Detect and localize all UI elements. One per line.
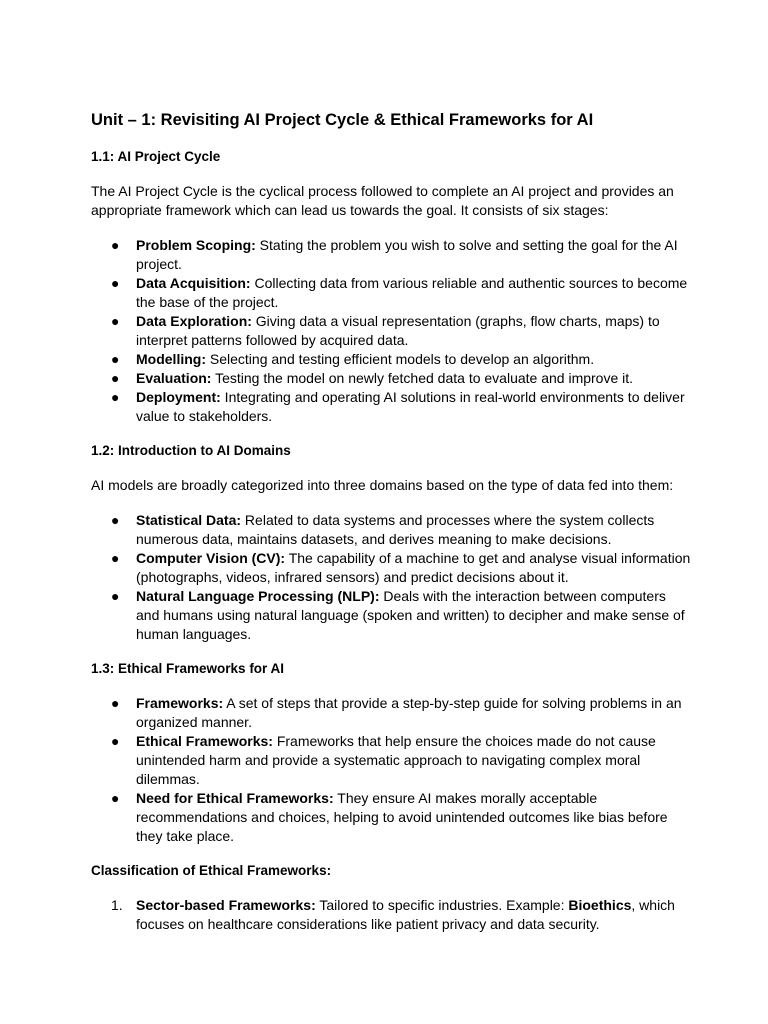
bullet-icon: ● — [111, 695, 120, 711]
list-item-text: Testing the model on newly fetched data to evaluate and improve it. — [211, 370, 634, 386]
document-content — [91, 110, 691, 950]
ethical-frameworks-list — [91, 694, 691, 846]
list-item — [91, 587, 691, 644]
list-item-text: Selecting and testing efficient models to develop an algorithm. — [206, 351, 595, 367]
ai-project-cycle-list — [91, 236, 691, 426]
list-item — [91, 549, 691, 587]
list-item-text: Integrating and operating AI solutions in real-world environments to deliver value to stakeholders. — [136, 389, 685, 424]
section-heading-ai-project-cycle: 1.1: AI Project Cycle — [91, 149, 221, 164]
bullet-icon: ● — [111, 550, 120, 566]
list-item-text: A set of steps that provide a step-by-step guide for solving problems in an organized manner. — [136, 695, 682, 730]
bullet-icon: ● — [111, 351, 120, 367]
page-title: Unit – 1: Revisiting AI Project Cycle & Ethical Frameworks for AI — [91, 111, 594, 129]
list-item-text: Tailored to specific industries. Example: — [315, 897, 569, 913]
list-item-term: Computer Vision (CV): — [136, 550, 286, 566]
list-item-text: The capability of a machine to get and analyse visual information (photographs, videos, infrared sensors) and predict decisions about it. — [136, 550, 691, 585]
section-heading-ai-domains: 1.2: Introduction to AI Domains — [91, 443, 291, 458]
list-item-term: Frameworks: — [136, 695, 224, 711]
list-item — [91, 694, 691, 732]
list-item-term: Deployment: — [136, 389, 221, 405]
list-item-text: They ensure AI makes morally acceptable recommendations and choices, helping to avoid unintended outcomes like bias before they take place. — [136, 790, 668, 844]
list-item-text: Frameworks that help ensure the choices made do not cause unintended harm and provide a systematic approach to navigating complex moral dilemmas. — [136, 733, 656, 787]
list-item-term-example: Bioethics — [568, 897, 632, 913]
list-item-text: Stating the problem you wish to solve and setting the goal for the AI project. — [136, 237, 678, 272]
bullet-icon: ● — [111, 512, 120, 528]
section-intro-ai-domains: AI models are broadly categorized into three domains based on the type of data fed into them: — [91, 477, 674, 493]
list-item-text-continued: , which focuses on healthcare considerations like patient privacy and data security. — [136, 897, 675, 932]
list-item-term: Statistical Data: — [136, 512, 242, 528]
list-item — [91, 896, 691, 934]
bullet-icon: ● — [111, 370, 120, 386]
list-item — [91, 312, 691, 350]
bullet-icon: ● — [111, 237, 120, 253]
section-heading-classification: Classification of Ethical Frameworks: — [91, 863, 332, 878]
list-item — [91, 732, 691, 789]
list-item-term: Ethical Frameworks: — [136, 733, 273, 749]
list-item-text: Collecting data from various reliable and authentic sources to become the base of the project. — [136, 275, 688, 310]
list-item — [91, 236, 691, 274]
list-item — [91, 789, 691, 846]
list-item-term: Data Acquisition: — [136, 275, 251, 291]
list-item-text: Giving data a visual representation (graphs, flow charts, maps) to interpret patterns followed by acquired data. — [136, 313, 660, 348]
list-item — [91, 511, 691, 549]
list-item-term: Sector-based Frameworks: — [136, 897, 316, 913]
list-item-term: Evaluation: — [136, 370, 212, 386]
bullet-icon: ● — [111, 588, 120, 604]
section-intro-ai-project-cycle: The AI Project Cycle is the cyclical process followed to complete an AI project and provides an appropriate framework which can lead us towards the goal. It consists of six stages: — [91, 183, 674, 218]
bullet-icon: ● — [111, 389, 120, 405]
list-item-text: Related to data systems and processes where the system collects numerous data, maintains datasets, and derives meaning to make decisions. — [136, 512, 655, 547]
list-item — [91, 388, 691, 426]
classification-list — [91, 896, 691, 934]
list-item — [91, 350, 691, 369]
section-heading-ethical-frameworks: 1.3: Ethical Frameworks for AI — [91, 661, 285, 676]
list-item-term: Problem Scoping: — [136, 237, 256, 253]
bullet-icon: ● — [111, 790, 120, 806]
list-number: 1. — [111, 897, 123, 913]
bullet-icon: ● — [111, 275, 120, 291]
list-item-term: Data Exploration: — [136, 313, 252, 329]
list-item-text: Deals with the interaction between computers and humans using natural language (spoken and written) to decipher and make sense of human languages. — [136, 588, 685, 642]
bullet-icon: ● — [111, 313, 120, 329]
bullet-icon: ● — [111, 733, 120, 749]
list-item-term: Modelling: — [136, 351, 206, 367]
list-item — [91, 369, 691, 388]
ai-domains-list — [91, 511, 691, 644]
list-item — [91, 274, 691, 312]
list-item-term: Need for Ethical Frameworks: — [136, 790, 334, 806]
list-item-term: Natural Language Processing (NLP): — [136, 588, 380, 604]
